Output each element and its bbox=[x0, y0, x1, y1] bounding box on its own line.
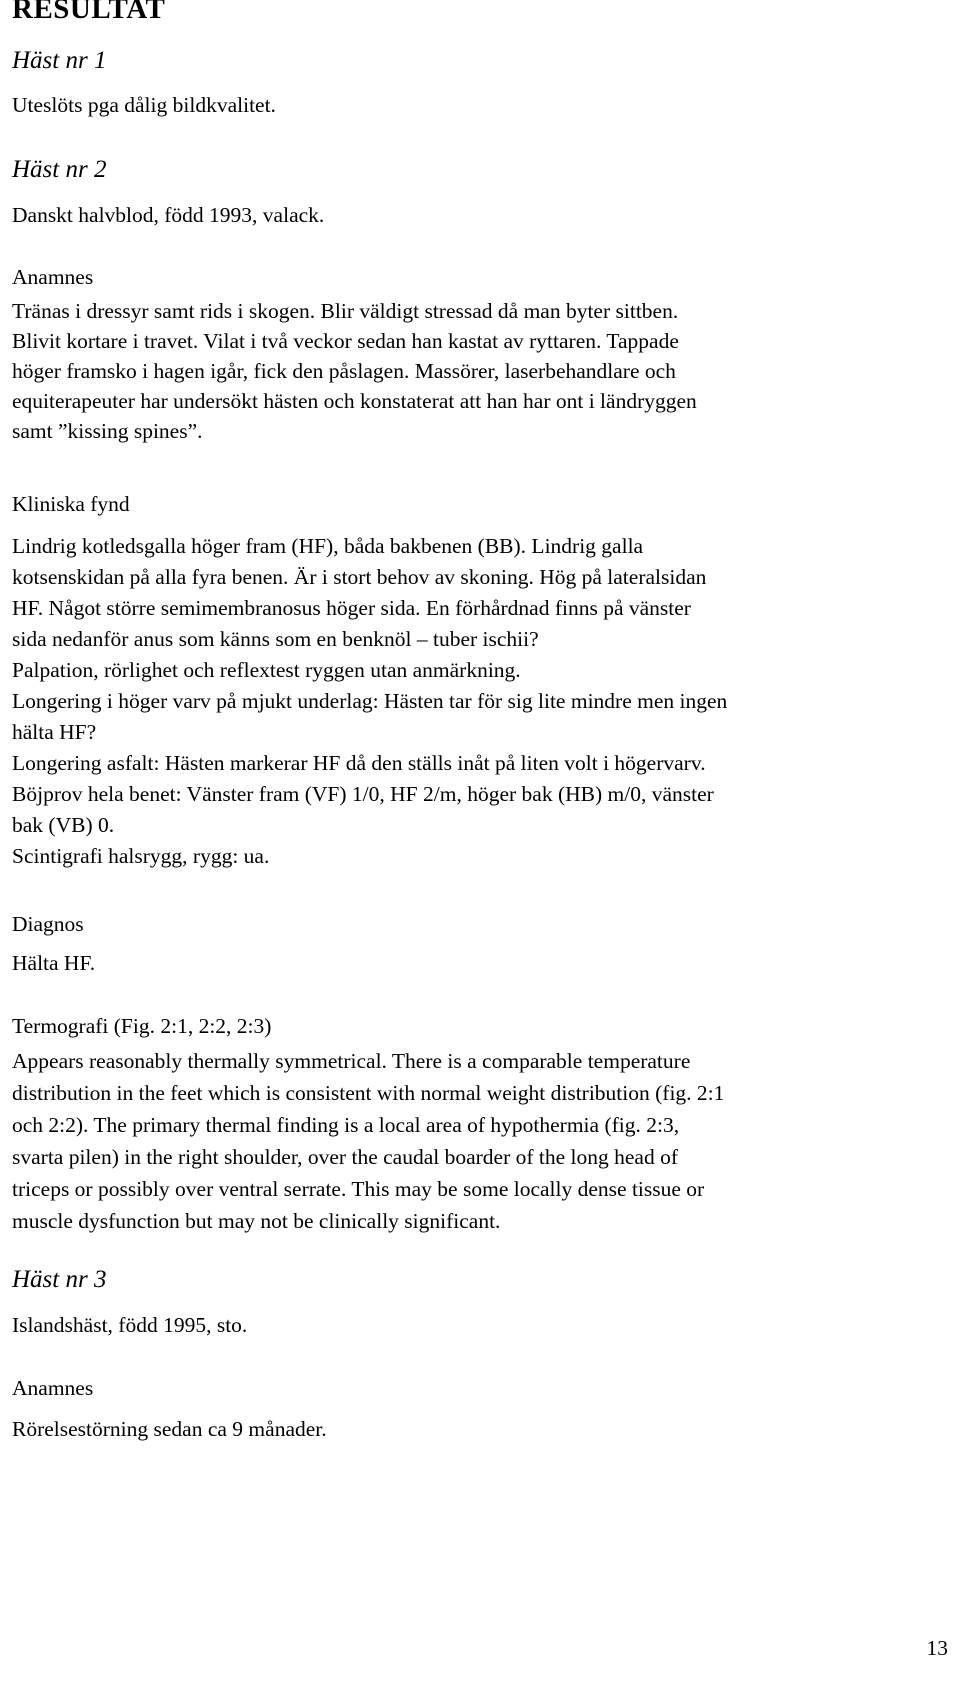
horse2-findings-line: hälta HF? bbox=[12, 720, 97, 744]
horse3-anamnes-label: Anamnes bbox=[12, 1376, 94, 1400]
horse3-breed: Islandshäst, född 1995, sto. bbox=[12, 1313, 248, 1337]
section-title: RESULTAT bbox=[12, 0, 166, 25]
horse2-findings-label: Kliniska fynd bbox=[12, 492, 130, 516]
horse2-termografi-line: Appears reasonably thermally symmetrical. There is a comparable temperature bbox=[12, 1049, 691, 1073]
horse2-termografi-line: muscle dysfunction but may not be clinically significant. bbox=[12, 1209, 501, 1233]
horse1-heading: Häst nr 1 bbox=[12, 47, 107, 74]
horse2-anamnes-label: Anamnes bbox=[12, 265, 94, 289]
horse2-termografi-line: distribution in the feet which is consistent with normal weight distribution (fig. 2:1 bbox=[12, 1081, 725, 1105]
horse2-diagnos-label: Diagnos bbox=[12, 912, 84, 936]
horse2-findings-line: HF. Något större semimembranosus höger sida. En förhårdnad finns på vänster bbox=[12, 596, 691, 620]
horse2-findings-line: kotsenskidan på alla fyra benen. Är i stort behov av skoning. Hög på lateralsidan bbox=[12, 565, 707, 589]
horse2-findings-line: Böjprov hela benet: Vänster fram (VF) 1/0, HF 2/m, höger bak (HB) m/0, vänster bbox=[12, 782, 714, 806]
horse2-termografi-label: Termografi (Fig. 2:1, 2:2, 2:3) bbox=[12, 1014, 272, 1038]
horse2-termografi-line: och 2:2). The primary thermal finding is a local area of hypothermia (fig. 2:3, bbox=[12, 1113, 680, 1137]
horse2-termografi-paragraph bbox=[12, 1045, 950, 1237]
horse1-text: Uteslöts pga dålig bildkvalitet. bbox=[12, 93, 276, 117]
horse2-anamnes-line: höger framsko i hagen igår, fick den påslagen. Massörer, laserbehandlare och bbox=[12, 359, 676, 383]
horse3-heading: Häst nr 3 bbox=[12, 1266, 107, 1293]
horse2-termografi-line: svarta pilen) in the right shoulder, over the caudal boarder of the long head of bbox=[12, 1145, 679, 1169]
page-number: 13 bbox=[926, 1636, 948, 1660]
horse2-findings-line: Longering i höger varv på mjukt underlag: Hästen tar för sig lite mindre men ingen bbox=[12, 689, 728, 713]
horse2-findings-line: Longering asfalt: Hästen markerar HF då den ställs inåt på liten volt i högervarv. bbox=[12, 751, 706, 775]
horse2-findings-line: sida nedanför anus som känns som en benknöl – tuber ischii? bbox=[12, 627, 539, 651]
horse2-anamnes-line: Blivit kortare i travet. Vilat i två veckor sedan han kastat av ryttaren. Tappade bbox=[12, 329, 679, 353]
horse2-findings-line: Lindrig kotledsgalla höger fram (HF), båda bakbenen (BB). Lindrig galla bbox=[12, 534, 644, 558]
horse2-anamnes-line: equiterapeuter har undersökt hästen och konstaterat att han har ont i ländryggen bbox=[12, 389, 697, 413]
horse2-heading: Häst nr 2 bbox=[12, 156, 107, 183]
horse2-termografi-line: triceps or possibly over ventral serrate. This may be some locally dense tissue or bbox=[12, 1177, 705, 1201]
horse3-anamnes-text: Rörelsestörning sedan ca 9 månader. bbox=[12, 1417, 327, 1441]
horse2-anamnes-line: Tränas i dressyr samt rids i skogen. Blir väldigt stressad då man byter sittben. bbox=[12, 299, 679, 323]
horse2-findings-line: Palpation, rörlighet och reflextest ryggen utan anmärkning. bbox=[12, 658, 521, 682]
horse2-findings-paragraph bbox=[12, 531, 950, 872]
horse2-anamnes-line: samt ”kissing spines”. bbox=[12, 419, 203, 443]
horse2-findings-line: Scintigrafi halsrygg, rygg: ua. bbox=[12, 844, 270, 868]
horse2-findings-line: bak (VB) 0. bbox=[12, 813, 115, 837]
horse2-anamnes-paragraph bbox=[12, 296, 950, 446]
horse2-breed: Danskt halvblod, född 1993, valack. bbox=[12, 203, 325, 227]
horse2-diagnos-text: Hälta HF. bbox=[12, 951, 96, 975]
